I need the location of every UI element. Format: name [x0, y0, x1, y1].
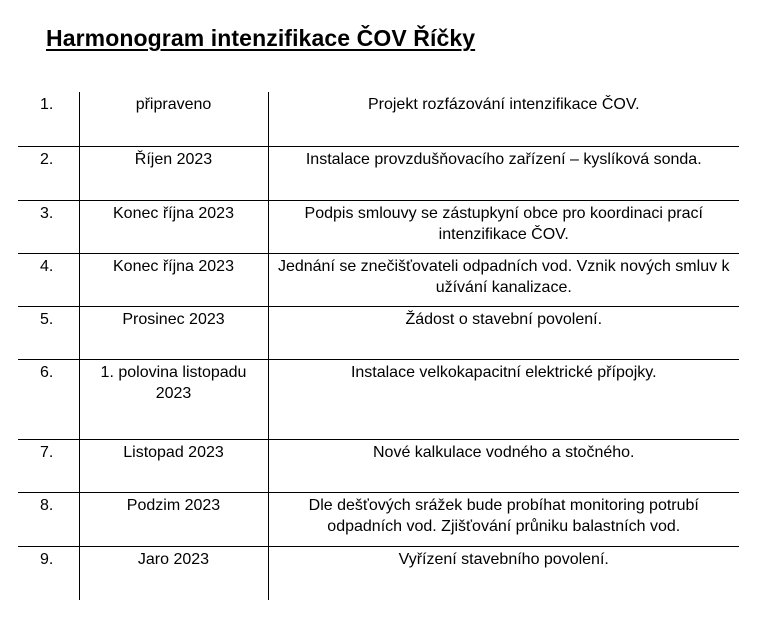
row-date: Konec října 2023 — [79, 200, 268, 253]
row-date: připraveno — [79, 92, 268, 146]
row-task: Jednání se znečišťovateli odpadních vod. Vznik nových smluv k užívání kanalizace. — [268, 253, 739, 306]
table-row — [18, 200, 739, 253]
row-task: Vyřízení stavebního povolení. — [398, 550, 609, 568]
row-date: Prosinec 2023 — [79, 306, 268, 359]
table-row — [18, 546, 739, 600]
table-row — [18, 439, 739, 492]
table-row — [18, 359, 739, 439]
row-number: 2. — [18, 146, 79, 200]
row-number: 6. — [18, 359, 79, 439]
row-task: Podpis smlouvy se zástupkyní obce pro koordinaci prací intenzifikace ČOV. — [268, 200, 739, 253]
row-date: Jaro 2023 — [79, 546, 268, 600]
row-number: 3. — [18, 200, 79, 253]
table-row — [18, 253, 739, 306]
row-task: Nové kalkulace vodného a stočného. — [268, 439, 739, 492]
row-number: 8. — [18, 492, 79, 546]
row-number: 1. — [18, 92, 79, 146]
row-date: Listopad 2023 — [79, 439, 268, 492]
row-number: 4. — [18, 253, 79, 306]
row-task: Dle dešťových srážek bude probíhat monitoring potrubí odpadních vod. Zjišťování průniku balastních vod. — [268, 492, 739, 546]
row-date: 1. polovina listopadu 2023 — [79, 359, 268, 439]
table-row — [18, 306, 739, 359]
row-date: Konec října 2023 — [79, 253, 268, 306]
document-title: Harmonogram intenzifikace ČOV Říčky — [46, 25, 476, 51]
table-row — [18, 146, 739, 200]
row-task: Instalace provzdušňovacího zařízení – kyslíková sonda. — [268, 146, 739, 200]
row-number: 7. — [18, 439, 79, 492]
row-task: Instalace velkokapacitní elektrické přípojky. — [268, 359, 739, 439]
row-date: Podzim 2023 — [79, 492, 268, 546]
table-row — [18, 92, 739, 146]
row-number: 5. — [18, 306, 79, 359]
table-row — [18, 492, 739, 546]
row-task: Žádost o stavební povolení. — [268, 306, 739, 359]
row-number: 9. — [18, 546, 79, 600]
row-date: Říjen 2023 — [79, 146, 268, 200]
row-task: Projekt rozfázování intenzifikace ČOV. — [268, 92, 739, 146]
schedule-table — [18, 92, 739, 600]
